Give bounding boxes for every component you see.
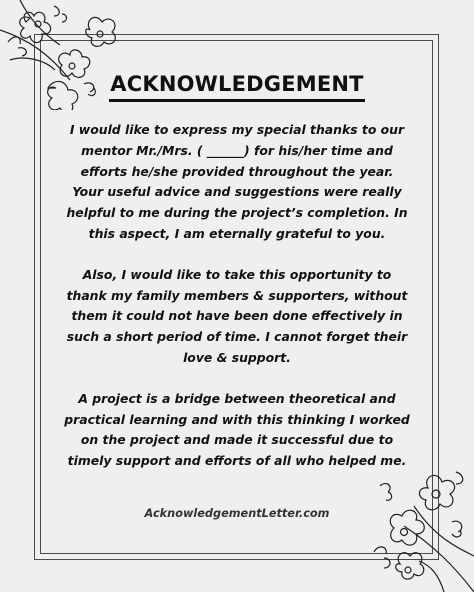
page-title: ACKNOWLEDGEMENT bbox=[110, 72, 364, 96]
footer-website: AcknowledgementLetter.com bbox=[144, 507, 330, 520]
paragraph-thanks-mentor: I would like to express my special thanks to our mentor Mr./Mrs. ( ______) for his/her time and efforts he/she provided throughout the year. Your useful advice and suggestions were really helpful to me during the project’s completion. In this aspect, I am eternally grateful to you. bbox=[66, 122, 408, 241]
paragraph-project-bridge: A project is a bridge between theoretical and practical learning and with this thinking I worked on the project and made it successful due to timely support and efforts of all who helped me. bbox=[64, 390, 410, 469]
paragraph-thanks-family: Also, I would like to take this opportunity to thank my family members & supporters, without them it could not have been done effectively in such a short period of time. I cannot forget their love & support. bbox=[66, 266, 408, 365]
acknowledgement-body bbox=[64, 120, 410, 492]
title-underline bbox=[109, 99, 365, 102]
